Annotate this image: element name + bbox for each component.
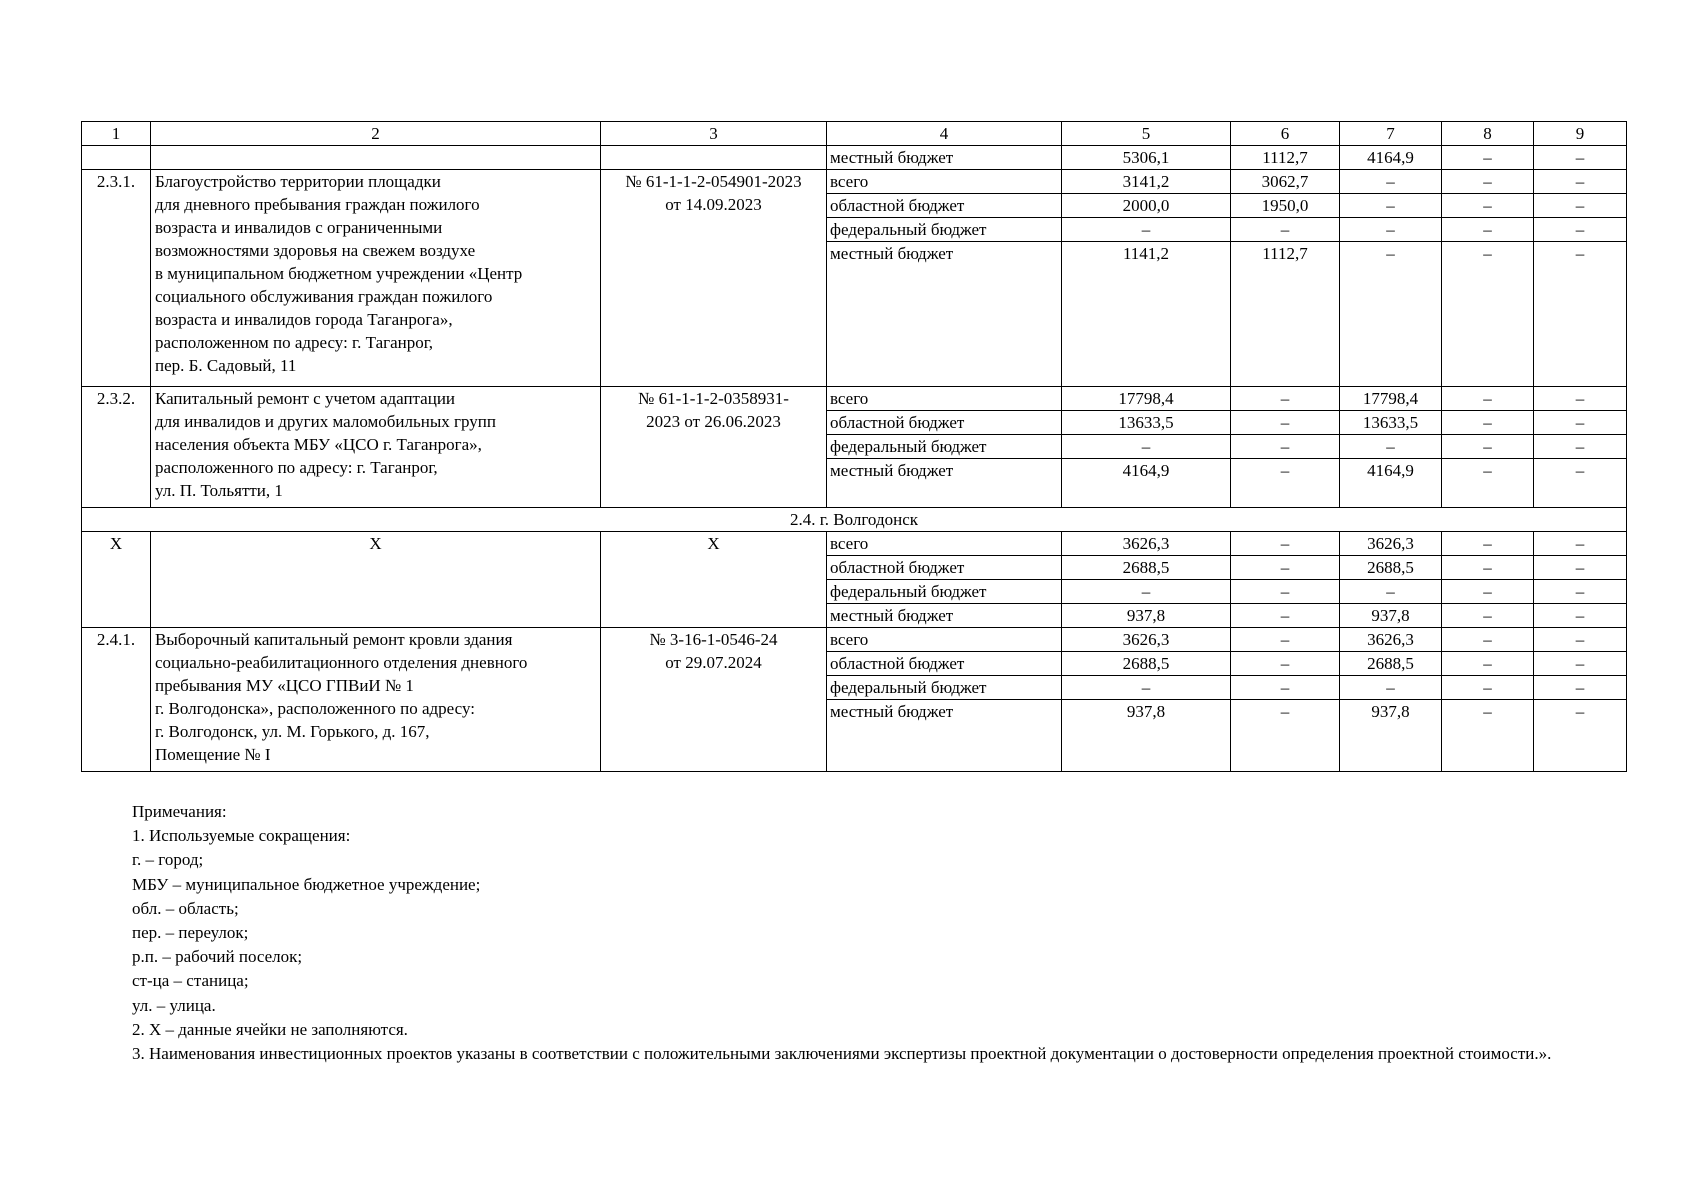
value-cell: – (1442, 218, 1534, 242)
value-cell: – (1340, 242, 1442, 387)
abbreviation-item: ст-ца – станица; (132, 971, 249, 991)
value-cell: – (1231, 435, 1340, 459)
note-2: 2. Х – данные ячейки не заполняются. (132, 1019, 408, 1039)
value-cell: – (1442, 435, 1534, 459)
value-cell: – (1534, 628, 1627, 652)
value-cell: – (1442, 387, 1534, 411)
note-3: 3. Наименования инвестиционных проектов указаны в соответствии с положительными заключениями экспертизы проектной документации о достоверности определения проектной стоимости.». (132, 1044, 1552, 1064)
expertise-conclusion: № 3-16-1-0546-24 от 29.07.2024 (601, 628, 827, 772)
cell-empty (82, 146, 151, 170)
item-number: 2.4.1. (82, 628, 151, 772)
funding-source: федеральный бюджет (827, 580, 1062, 604)
funding-source: местный бюджет (827, 242, 1062, 387)
value-cell: – (1231, 387, 1340, 411)
item-number: 2.3.2. (82, 387, 151, 508)
value-cell: – (1442, 242, 1534, 387)
cell-empty (151, 146, 601, 170)
value-cell: – (1062, 218, 1231, 242)
value-cell: – (1442, 170, 1534, 194)
funding-source: местный бюджет (827, 700, 1062, 772)
funding-source: федеральный бюджет (827, 435, 1062, 459)
value-cell: – (1534, 170, 1627, 194)
expertise-conclusion: № 61-1-1-2-0358931- 2023 от 26.06.2023 (601, 387, 827, 508)
table-row (82, 146, 1627, 170)
column-header: 5 (1062, 122, 1231, 146)
value-cell: 3626,3 (1062, 532, 1231, 556)
notes-title: Примечания: (132, 802, 227, 821)
funding-source: областной бюджет (827, 556, 1062, 580)
value-cell: – (1442, 556, 1534, 580)
value-cell: – (1340, 676, 1442, 700)
value-cell: – (1062, 435, 1231, 459)
column-header: 3 (601, 122, 827, 146)
funding-source: областной бюджет (827, 652, 1062, 676)
value-cell: 17798,4 (1062, 387, 1231, 411)
abbreviation-item: р.п. – рабочий поселок; (132, 947, 303, 967)
value-cell: 17798,4 (1340, 387, 1442, 411)
value-cell: – (1442, 194, 1534, 218)
value-cell: – (1231, 604, 1340, 628)
funding-source: областной бюджет (827, 194, 1062, 218)
note-1: 1. Используемые сокращения: (132, 826, 351, 846)
column-header: 6 (1231, 122, 1340, 146)
budget-table (81, 121, 1627, 772)
value-cell: – (1062, 580, 1231, 604)
funding-source: всего (827, 532, 1062, 556)
value-cell: 4164,9 (1340, 459, 1442, 508)
value-cell: 13633,5 (1062, 411, 1231, 435)
value-cell: – (1340, 218, 1442, 242)
item-number: Х (82, 532, 151, 628)
value-cell: 4164,9 (1062, 459, 1231, 508)
table-row (82, 387, 1627, 411)
value-cell: 3062,7 (1231, 170, 1340, 194)
value-cell: – (1442, 532, 1534, 556)
table-row (82, 532, 1627, 556)
value-cell: – (1442, 411, 1534, 435)
value-cell: – (1231, 628, 1340, 652)
value-cell: 2688,5 (1062, 652, 1231, 676)
value-cell: – (1340, 435, 1442, 459)
value-cell: 1112,7 (1231, 242, 1340, 387)
value-cell: – (1231, 700, 1340, 772)
expertise-conclusion: № 61-1-1-2-054901-2023 от 14.09.2023 (601, 170, 827, 387)
value-cell: 1112,7 (1231, 146, 1340, 170)
value-cell: 937,8 (1340, 700, 1442, 772)
project-name: Выборочный капитальный ремонт кровли здания социально-реабилитационного отделения дневного пребывания МУ «ЦСО ГПВиИ № 1 г. Волгодонска», расположенного по адресу: г. Волгодонск, ул. М. Горького, д. 167, Помещение № I (151, 628, 601, 772)
value-cell: 2688,5 (1340, 556, 1442, 580)
funding-source: местный бюджет (827, 604, 1062, 628)
value-cell: 3626,3 (1340, 532, 1442, 556)
column-header: 9 (1534, 122, 1627, 146)
value-cell: – (1534, 411, 1627, 435)
value-cell: – (1340, 170, 1442, 194)
value-cell: – (1231, 556, 1340, 580)
value-cell: – (1231, 459, 1340, 508)
funding-source: областной бюджет (827, 411, 1062, 435)
value-cell: – (1534, 700, 1627, 772)
value-cell: – (1534, 556, 1627, 580)
value-cell: – (1442, 146, 1534, 170)
column-header: 8 (1442, 122, 1534, 146)
value-cell: – (1231, 676, 1340, 700)
value-cell: – (1534, 604, 1627, 628)
value-cell: 937,8 (1062, 604, 1231, 628)
value-cell: 1950,0 (1231, 194, 1340, 218)
value-cell: – (1534, 218, 1627, 242)
value-cell: – (1231, 411, 1340, 435)
column-header: 2 (151, 122, 601, 146)
value-cell: – (1534, 146, 1627, 170)
abbreviation-item: пер. – переулок; (132, 923, 249, 943)
value-cell: 2000,0 (1062, 194, 1231, 218)
value-cell: – (1442, 700, 1534, 772)
funding-source: местный бюджет (827, 459, 1062, 508)
funding-source: всего (827, 387, 1062, 411)
value-cell: – (1231, 580, 1340, 604)
project-name: Х (151, 532, 601, 628)
value-cell: – (1442, 676, 1534, 700)
expertise-conclusion: Х (601, 532, 827, 628)
value-cell: – (1534, 532, 1627, 556)
project-name: Благоустройство территории площадки для дневного пребывания граждан пожилого возраста и инвалидов с ограниченными возможностями здоровья на свежем воздухе в муниципальном бюджетном учреждении «Центр социального обслуживания граждан пожилого возраста и инвалидов города Таганрога», расположенном по адресу: г. Таганрог, пер. Б. Садовый, 11 (151, 170, 601, 387)
value-cell: 2688,5 (1340, 652, 1442, 676)
abbreviation-item: обл. – область; (132, 898, 239, 918)
cell-empty (601, 146, 827, 170)
value-cell: – (1062, 676, 1231, 700)
value-cell: – (1442, 580, 1534, 604)
table-row (82, 170, 1627, 194)
table-header-row (82, 122, 1627, 146)
value-cell: 3141,2 (1062, 170, 1231, 194)
value-cell: – (1534, 580, 1627, 604)
notes-section (81, 800, 1626, 1066)
abbreviation-item: МБУ – муниципальное бюджетное учреждение; (132, 874, 481, 894)
value-cell: – (1534, 652, 1627, 676)
value-cell: – (1534, 435, 1627, 459)
value-cell: – (1534, 242, 1627, 387)
project-name: Капитальный ремонт с учетом адаптации для инвалидов и других маломобильных групп населения объекта МБУ «ЦСО г. Таганрога», расположенного по адресу: г. Таганрог, ул. П. Тольятти, 1 (151, 387, 601, 508)
funding-source: федеральный бюджет (827, 218, 1062, 242)
value-cell: 2688,5 (1062, 556, 1231, 580)
value-cell: – (1534, 459, 1627, 508)
table-row (82, 628, 1627, 652)
value-cell: 937,8 (1340, 604, 1442, 628)
value-cell: – (1340, 580, 1442, 604)
funding-source: всего (827, 628, 1062, 652)
value-cell: 3626,3 (1062, 628, 1231, 652)
value-cell: 1141,2 (1062, 242, 1231, 387)
section-title: 2.4. г. Волгодонск (82, 508, 1627, 532)
value-cell: – (1442, 604, 1534, 628)
value-cell: – (1442, 459, 1534, 508)
section-row (82, 508, 1627, 532)
funding-source: местный бюджет (827, 146, 1062, 170)
value-cell: – (1534, 194, 1627, 218)
value-cell: – (1340, 194, 1442, 218)
value-cell: – (1442, 628, 1534, 652)
value-cell: 937,8 (1062, 700, 1231, 772)
value-cell: 13633,5 (1340, 411, 1442, 435)
column-header: 1 (82, 122, 151, 146)
abbreviation-item: г. – город; (132, 850, 204, 870)
value-cell: – (1231, 218, 1340, 242)
abbreviation-item: ул. – улица. (132, 995, 216, 1015)
value-cell: 5306,1 (1062, 146, 1231, 170)
funding-source: федеральный бюджет (827, 676, 1062, 700)
value-cell: – (1442, 652, 1534, 676)
value-cell: – (1231, 532, 1340, 556)
value-cell: – (1534, 387, 1627, 411)
column-header: 7 (1340, 122, 1442, 146)
funding-source: всего (827, 170, 1062, 194)
value-cell: – (1231, 652, 1340, 676)
column-header: 4 (827, 122, 1062, 146)
item-number: 2.3.1. (82, 170, 151, 387)
value-cell: 3626,3 (1340, 628, 1442, 652)
value-cell: – (1534, 676, 1627, 700)
value-cell: 4164,9 (1340, 146, 1442, 170)
